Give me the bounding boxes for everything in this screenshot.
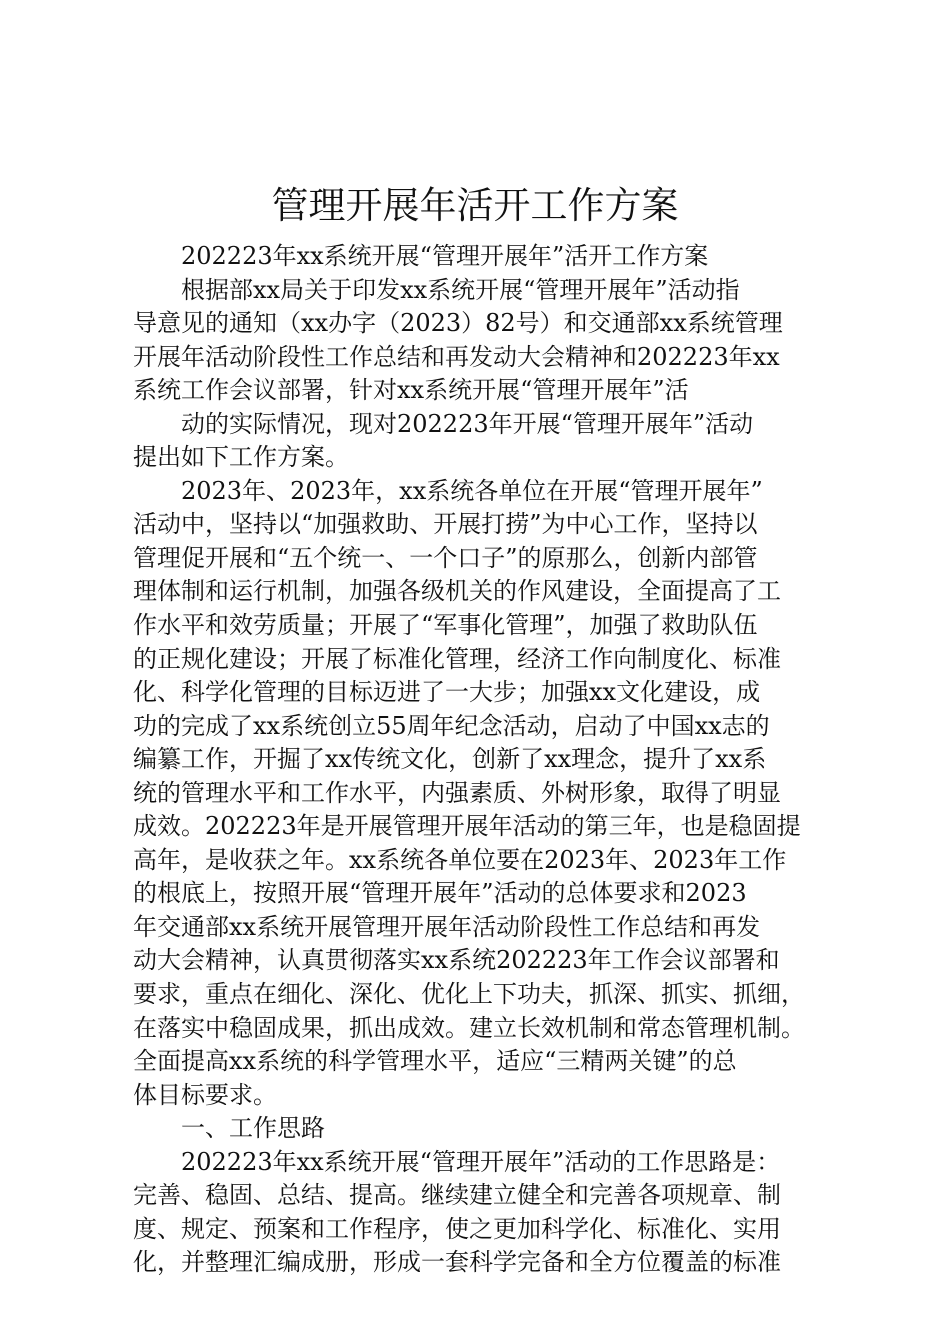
text-line: 功的完成了xx系统创立55周年纪念活动，启动了中国xx志的 bbox=[133, 711, 770, 740]
text-line: 根据部xx局关于印发xx系统开展“管理开展年”活动指 bbox=[181, 275, 740, 304]
text-line: 编纂工作，开掘了xx传统文化，创新了xx理念，提升了xx系 bbox=[133, 745, 767, 774]
text-line: 年交通部xx系统开展管理开展年活动阶段性工作总结和再发 bbox=[133, 912, 761, 941]
text-line: 2023年、2023年，xx系统各单位在开展“管理开展年” bbox=[181, 476, 763, 505]
text-line: 202223年xx系统开展“管理开展年”活开工作方案 bbox=[181, 242, 709, 270]
text-line: 要求，重点在细化、深化、优化上下功夫，抓深、抓实、抓细， bbox=[133, 980, 805, 1009]
document-body bbox=[133, 240, 853, 1280]
text-line: 活动中，坚持以“加强救助、开展打捞”为中心工作，坚持以 bbox=[133, 510, 758, 539]
text-line: 的正规化建设；开展了标准化管理，经济工作向制度化、标准 bbox=[133, 644, 781, 673]
text-line: 化、科学化管理的目标迈进了一大步；加强xx文化建设，成 bbox=[133, 678, 761, 707]
text-line: 作水平和效劳质量；开展了“军事化管理”，加强了救助队伍 bbox=[133, 611, 758, 640]
text-line: 的根底上，按照开展“管理开展年”活动的总体要求和2023 bbox=[133, 879, 747, 908]
text-line: 化，并整理汇编成册，形成一套科学完备和全方位覆盖的标准 bbox=[133, 1248, 781, 1277]
text-line: 管理促开展和“五个统一、一个口子”的原那么，创新内部管 bbox=[133, 543, 758, 572]
text-line: 202223年xx系统开展“管理开展年”活动的工作思路是： bbox=[181, 1147, 781, 1176]
text-line: 导意见的通知（xx办字（2023）82号）和交通部xx系统管理 bbox=[133, 309, 783, 338]
text-line: 一、工作思路 bbox=[181, 1114, 325, 1143]
text-line: 理体制和运行机制，加强各级机关的作风建设，全面提高了工 bbox=[133, 577, 781, 606]
text-line: 完善、稳固、总结、提高。继续建立健全和完善各项规章、制 bbox=[133, 1181, 781, 1210]
text-line: 成效。202223年是开展管理开展年活动的第三年，也是稳固提 bbox=[133, 812, 801, 841]
text-line: 全面提高xx系统的科学管理水平，适应“三精两关键”的总 bbox=[133, 1047, 737, 1076]
text-line: 动大会精神，认真贯彻落实xx系统202223年工作会议部署和 bbox=[133, 946, 780, 975]
text-line: 度、规定、预案和工作程序，使之更加科学化、标准化、实用 bbox=[133, 1214, 781, 1243]
text-line: 提出如下工作方案。 bbox=[133, 443, 349, 472]
text-line: 统的管理水平和工作水平，内强素质、外树形象，取得了明显 bbox=[133, 778, 781, 807]
text-line: 高年，是收获之年。xx系统各单位要在2023年、2023年工作 bbox=[133, 845, 787, 874]
text-line: 开展年活动阶段性工作总结和再发动大会精神和202223年xx bbox=[133, 342, 780, 371]
text-line: 动的实际情况，现对202223年开展“管理开展年”活动 bbox=[181, 409, 754, 438]
text-line: 系统工作会议部署，针对xx系统开展“管理开展年”活 bbox=[133, 376, 689, 405]
document-title: 管理开展年活开工作方案 bbox=[271, 184, 679, 227]
text-line: 体目标要求。 bbox=[133, 1080, 277, 1109]
text-line: 在落实中稳固成果，抓出成效。建立长效机制和常态管理机制。 bbox=[133, 1013, 805, 1042]
